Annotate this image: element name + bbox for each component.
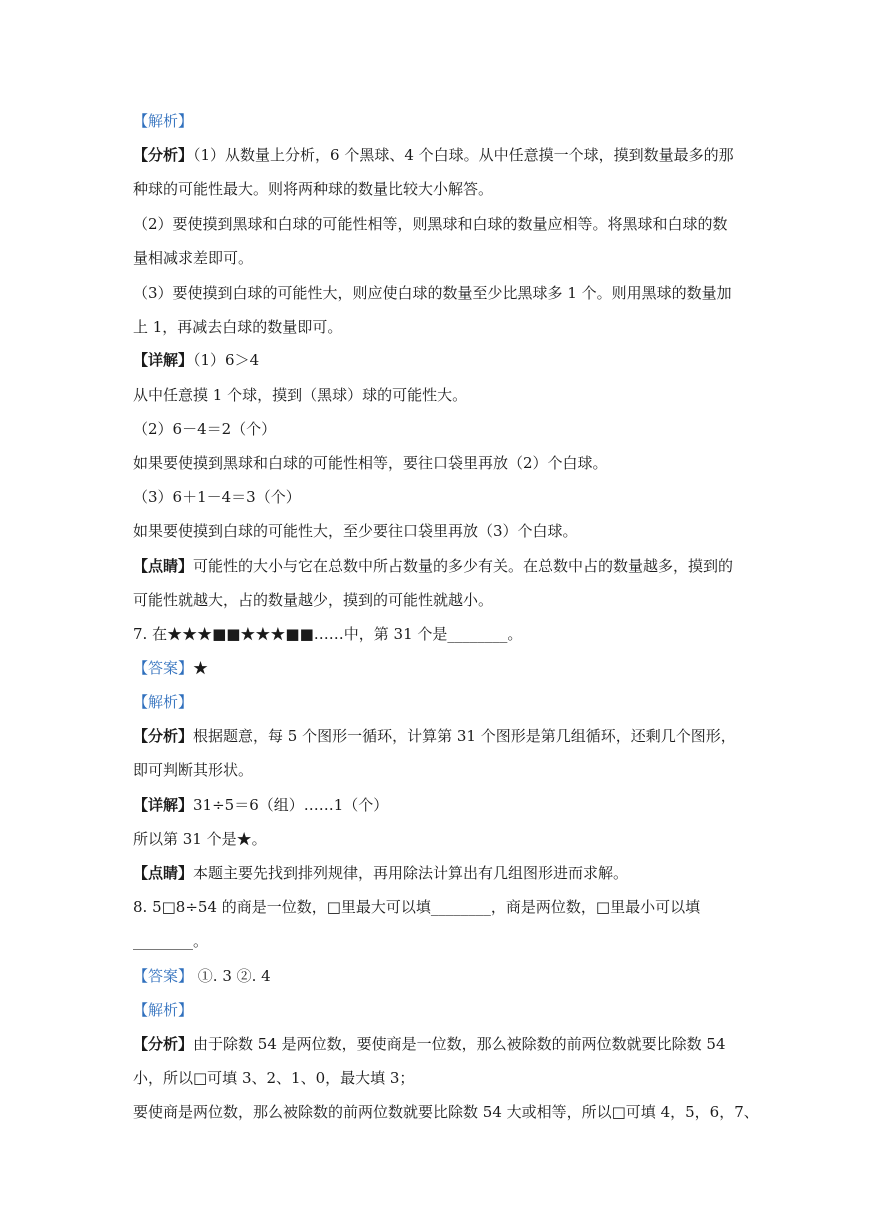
text-line — [133, 248, 253, 268]
text-line — [133, 1034, 726, 1054]
section-heading: 【详解】 — [133, 351, 194, 369]
text-segment: 可能性的大小与它在总数中所占数量的多少有关。在总数中占的数量越多，摸到的 — [193, 557, 734, 575]
text-line — [133, 829, 267, 849]
text-line — [133, 795, 388, 815]
text-line — [133, 350, 259, 370]
text-segment: 小，所以□可填 3、2、1、0，最大填 3； — [133, 1069, 415, 1087]
text-line — [133, 179, 493, 199]
text-line — [133, 111, 193, 131]
text-segment: （3）要使摸到白球的可能性大，则应使白球的数量至少比黑球多 1 个。则用黑球的数量加 — [133, 284, 732, 302]
text-line — [133, 283, 732, 303]
text-line — [133, 487, 301, 507]
section-label: 【解析】 — [133, 693, 194, 711]
text-line — [133, 521, 578, 541]
text-segment: （2）要使摸到黑球和白球的可能性相等，则黑球和白球的数量应相等。将黑球和白球的数 — [133, 215, 728, 233]
text-segment: 从中任意摸 1 个球，摸到（黑球）球的可能性大。 — [133, 386, 468, 404]
text-line — [133, 931, 208, 951]
text-line — [133, 419, 276, 439]
text-segment: 根据题意，每 5 个图形一循环，计算第 31 个图形是第几组循环，还剩几个图形， — [193, 727, 736, 745]
text-segment: 要使商是两位数，那么被除数的前两位数就要比除数 54 大或相等，所以□可填 4，5，6，7、 — [133, 1103, 759, 1121]
text-line — [133, 897, 700, 917]
text-segment: 即可判断其形状。 — [133, 761, 254, 779]
section-heading: 【点睛】 — [133, 864, 194, 882]
section-heading: 【分析】 — [133, 1035, 194, 1053]
text-line — [133, 863, 628, 883]
section-heading: 【分析】 — [133, 146, 194, 164]
text-line — [133, 453, 608, 473]
text-line — [133, 658, 208, 678]
text-segment: （3）6＋1－4＝3（个） — [133, 488, 301, 506]
text-line — [133, 966, 271, 986]
text-line — [133, 556, 733, 576]
text-line — [133, 760, 253, 780]
text-segment: 8. 5□8÷54 的商是一位数，□里最大可以填________，商是两位数，□里最小可以填 — [133, 898, 701, 916]
text-segment: 所以第 31 个是★。 — [133, 830, 267, 848]
text-line — [133, 624, 522, 644]
section-label: 【解析】 — [133, 1001, 194, 1019]
text-segment: ①. 3 ②. 4 — [193, 967, 271, 985]
text-segment: （2）6－4＝2（个） — [133, 420, 277, 438]
text-line — [133, 385, 467, 405]
text-line — [133, 214, 728, 234]
text-segment: （1）6＞4 — [193, 351, 260, 369]
text-segment: 如果要使摸到白球的可能性大，至少要往口袋里再放（3）个白球。 — [133, 522, 578, 540]
text-line — [133, 317, 342, 337]
text-segment: 可能性就越大，占的数量越少，摸到的可能性就越小。 — [133, 591, 494, 609]
text-segment: 本题主要先找到排列规律，再用除法计算出有几组图形进而求解。 — [193, 864, 629, 882]
text-line — [133, 1068, 414, 1088]
text-segment: 7. 在★★★■■★★★■■……中，第 31 个是________。 — [133, 625, 523, 643]
section-heading: 【详解】 — [133, 796, 194, 814]
text-segment: 上 1，再减去白球的数量即可。 — [133, 318, 343, 336]
section-label: 【解析】 — [133, 112, 194, 130]
text-line — [133, 1000, 193, 1020]
section-heading: 【分析】 — [133, 727, 194, 745]
text-segment: 由于除数 54 是两位数，要使商是一位数，那么被除数的前两位数就要比除数 54 — [193, 1035, 726, 1053]
text-segment: （1）从数量上分析，6 个黑球、4 个白球。从中任意摸一个球，摸到数量最多的那 — [193, 146, 734, 164]
section-label: 【答案】 — [133, 967, 194, 985]
text-line — [133, 590, 493, 610]
section-heading: 【点睛】 — [133, 557, 194, 575]
text-line — [133, 145, 734, 165]
text-line — [133, 1102, 759, 1122]
text-segment: ★ — [193, 659, 209, 677]
text-segment: 31÷5＝6（组）……1（个） — [193, 796, 389, 814]
text-segment: ________。 — [133, 932, 209, 950]
section-label: 【答案】 — [133, 659, 194, 677]
text-line — [133, 692, 193, 712]
text-segment: 种球的可能性最大。则将两种球的数量比较大小解答。 — [133, 180, 494, 198]
text-line — [133, 726, 736, 746]
text-segment: 量相减求差即可。 — [133, 249, 254, 267]
text-segment: 如果要使摸到黑球和白球的可能性相等，要往口袋里再放（2）个白球。 — [133, 454, 608, 472]
